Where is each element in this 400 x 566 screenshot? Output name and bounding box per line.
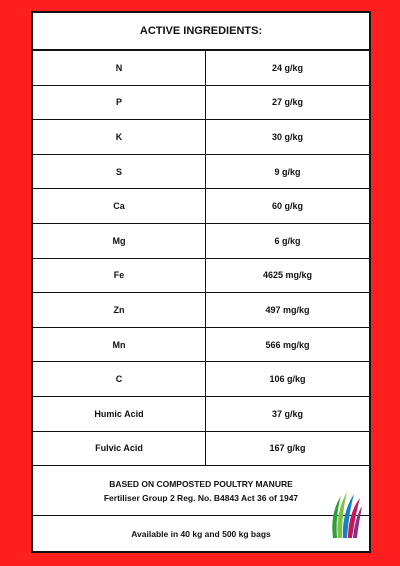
ingredient-name: Mg: [33, 224, 206, 258]
registration-line: Fertiliser Group 2 Reg. No. B4843 Act 36 of 1947: [103, 492, 299, 503]
ingredient-value: 9 g/kg: [274, 166, 301, 177]
table-row: [33, 397, 369, 432]
table-row: [33, 51, 369, 86]
ingredient-value: 24 g/kg: [271, 62, 303, 73]
ingredient-name: P: [33, 86, 206, 120]
ingredient-value: 6 g/kg: [274, 235, 301, 246]
ingredient-value: 566 mg/kg: [265, 339, 310, 350]
table-row: [33, 224, 369, 259]
table-row: [33, 120, 369, 155]
ingredient-name: K: [33, 120, 206, 154]
table-row: [33, 259, 369, 294]
ingredient-name: Ca: [33, 189, 206, 223]
table-row: [33, 328, 369, 363]
page-title: ACTIVE INGREDIENTS:: [33, 13, 369, 51]
ingredient-value: 27 g/kg: [271, 97, 303, 108]
ingredients-table: [33, 51, 369, 466]
ingredients-card: [31, 11, 371, 553]
ingredient-name: Zn: [33, 293, 206, 327]
table-row: [33, 432, 369, 467]
ingredient-name: N: [33, 51, 206, 85]
ingredient-name: Humic Acid: [33, 397, 206, 431]
ingredient-value: 497 mg/kg: [265, 304, 310, 315]
table-row: [33, 86, 369, 121]
basis-line: BASED ON COMPOSTED POULTRY MANURE: [109, 478, 293, 489]
ingredient-name: C: [33, 362, 206, 396]
ingredient-value: 167 g/kg: [269, 443, 306, 454]
ingredient-value: 106 g/kg: [269, 374, 306, 385]
ingredient-name: Fulvic Acid: [33, 432, 206, 466]
ingredient-value: 4625 mg/kg: [262, 270, 313, 281]
ingredient-value: 37 g/kg: [271, 408, 303, 419]
availability-text: Available in 40 kg and 500 kg bags: [131, 528, 271, 539]
table-row: [33, 189, 369, 224]
ingredient-name: Fe: [33, 259, 206, 293]
ingredient-name: Mn: [33, 328, 206, 362]
ingredient-name: S: [33, 155, 206, 189]
table-row: [33, 362, 369, 397]
table-row: [33, 293, 369, 328]
table-row: [33, 155, 369, 190]
ingredient-value: 30 g/kg: [271, 131, 303, 142]
leaf-swoosh-logo-icon: [329, 478, 363, 542]
manure-basis-section: [33, 466, 369, 516]
ingredient-value: 60 g/kg: [271, 201, 303, 212]
